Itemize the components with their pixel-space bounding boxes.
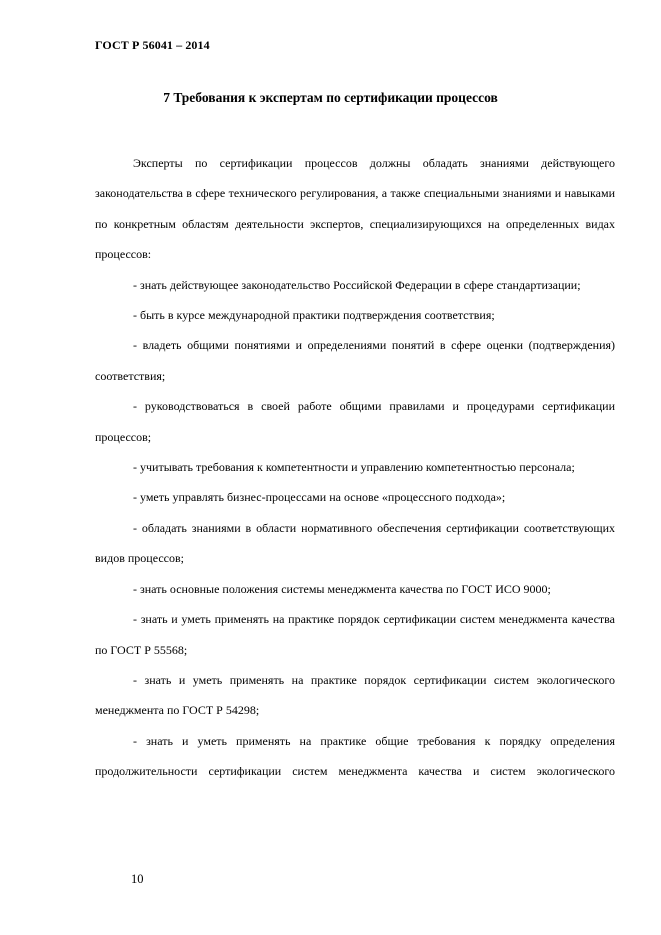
- item-continuation: стандартизации;: [496, 277, 581, 292]
- requirement-item: [95, 452, 615, 482]
- item-continuation: экологического менеджмента по ГОСТ Р 54298;: [95, 672, 616, 718]
- requirement-item: [95, 665, 615, 726]
- item-continuation: продолжительности сертификации систем менеджмента качества и систем экологического: [95, 764, 615, 779]
- item-first-line: - быть в курсе международной практики подтверждения соответствия;: [133, 308, 495, 323]
- item-first-line: - знать основные положения системы менеджмента качества по ГОСТ ИСО 9000;: [133, 581, 551, 596]
- item-first-line: - знать действующее законодательство Российской Федерации в сфере: [133, 277, 494, 292]
- requirement-item: [95, 391, 615, 452]
- item-continuation: соответствующих видов процессов;: [95, 520, 615, 566]
- section-title: 7 Требования к экспертам по сертификации процессов: [163, 90, 498, 105]
- requirement-item: [95, 270, 615, 300]
- item-first-line: - знать и уметь применять на практике общие требования к порядку определения: [133, 733, 615, 748]
- item-first-line: - обладать знаниями в области нормативного обеспечения сертификации: [133, 520, 519, 535]
- requirement-item: [95, 300, 615, 330]
- item-first-line: - руководствоваться в своей работе общими правилами и процедурами: [133, 399, 535, 414]
- paragraph-first-line: Эксперты по сертификации процессов должны обладать знаниями действующего: [133, 156, 615, 170]
- item-first-line: - владеть общими понятиями и определениями понятий в сфере оценки: [133, 338, 523, 353]
- page-number: 10: [131, 872, 144, 886]
- section-body: [95, 148, 615, 787]
- item-first-line: - учитывать требования к компетентности и управлению компетентностью: [133, 460, 517, 475]
- standard-header: ГОСТ Р 56041 – 2014: [95, 38, 210, 52]
- requirement-item: [95, 513, 615, 574]
- item-continuation: персонала;: [519, 460, 575, 475]
- requirement-item: [95, 604, 615, 665]
- paragraph-continuation: законодательства в сфере технического регулирования, а также специальными знаниями и навыками по конкретным областям деятельности экспертов, специализирующихся на определенных видах процессов:: [95, 186, 615, 262]
- item-continuation: (подтверждения) соответствия;: [95, 338, 616, 383]
- item-continuation: качества по ГОСТ Р 55568;: [95, 612, 615, 657]
- item-continuation: сертификации процессов;: [95, 399, 616, 444]
- requirement-item: [95, 330, 615, 391]
- requirement-item: [95, 574, 615, 604]
- intro-paragraph: [95, 148, 615, 270]
- requirement-item: [95, 482, 615, 512]
- item-first-line: - знать и уметь применять на практике порядок сертификации систем: [133, 672, 530, 687]
- item-first-line: - уметь управлять бизнес-процессами на основе «процессного подхода»;: [133, 490, 506, 505]
- item-first-line: - знать и уметь применять на практике порядок сертификации систем менеджмента: [133, 612, 568, 627]
- requirement-item: [95, 726, 615, 787]
